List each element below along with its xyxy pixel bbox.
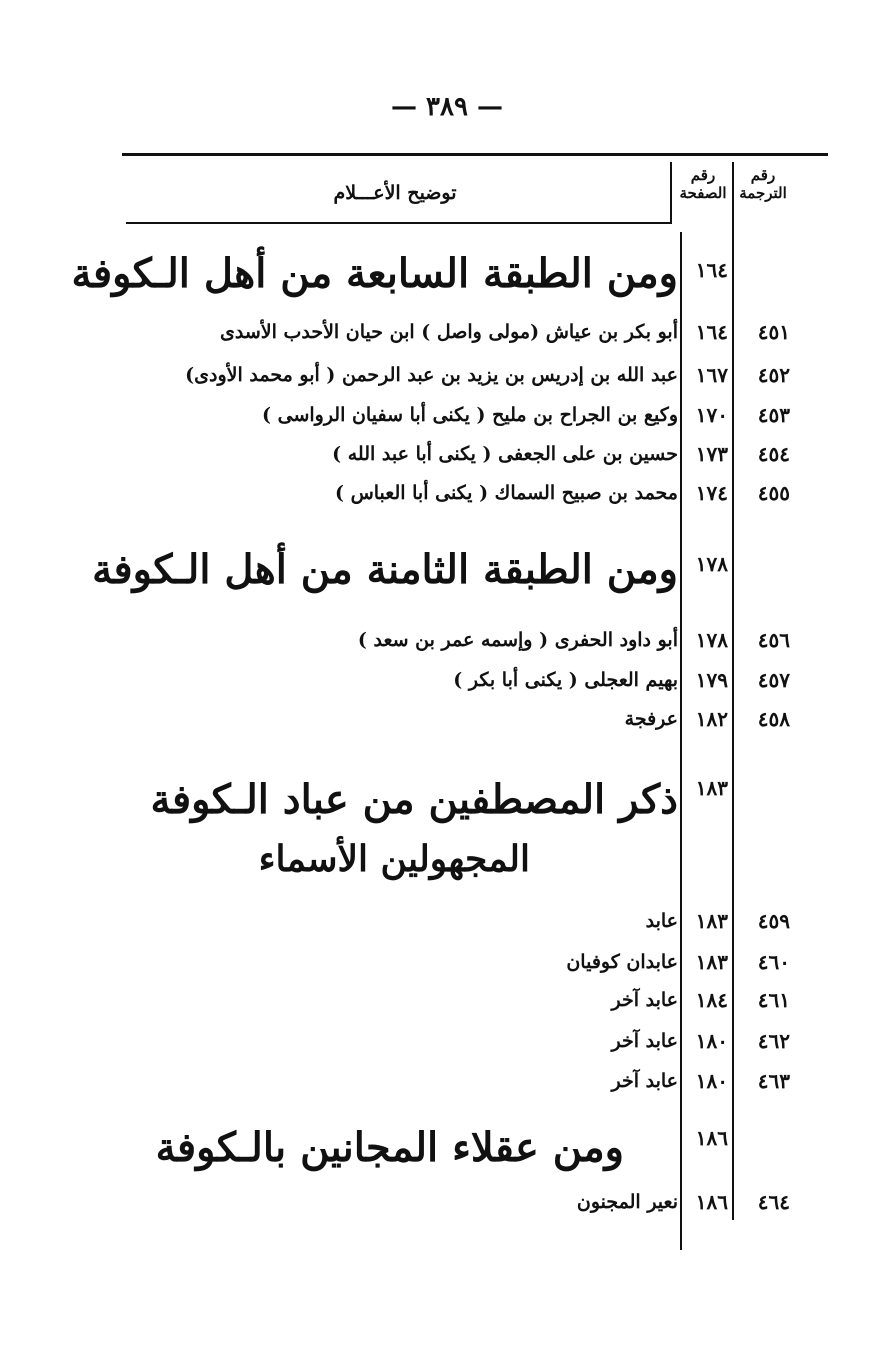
section-subtitle: المجهولين الأسماء (258, 838, 530, 880)
header-rule (126, 222, 672, 224)
entry-number: ٤٥٩ (757, 909, 790, 933)
entry-page: ١٧٩ (695, 668, 728, 692)
header-translation-column (734, 166, 792, 202)
entry-number: ٤٦١ (757, 988, 790, 1012)
header-title: توضيح الأعـــلام (333, 182, 457, 204)
entry-name: وكيع بن الجراح بن مليح ( يكنى أبا سفيان الرواسى ) (262, 404, 678, 426)
header-page-label-2: الصفحة (679, 184, 727, 202)
section-title: ومن عقلاء المجانين بالـكوفة (155, 1124, 624, 1171)
header-translation-label-1: رقم (750, 166, 776, 184)
entry-name: بهيم العجلى ( يكنى أبا بكر ) (453, 669, 678, 691)
entry-name: حسين بن على الجعفى ( يكنى أبا عبد الله ) (332, 443, 678, 465)
entry-number: ٤٦٢ (757, 1029, 790, 1053)
column-divider-translation (732, 162, 734, 1220)
entry-number: ٤٥٦ (757, 628, 790, 652)
section-page: ١٧٨ (695, 552, 728, 576)
entry-page: ١٨٣ (695, 909, 728, 933)
entry-name: محمد بن صبيح السماك ( يكنى أبا العباس ) (334, 482, 678, 504)
entry-number: ٤٦٤ (757, 1190, 790, 1214)
entry-name: عابدان كوفيان (566, 951, 678, 973)
entry-number: ٤٦٠ (757, 950, 790, 974)
entry-name: أبو بكر بن عياش (مولى واصل ) ابن حيان الأحدب الأسدى (219, 321, 678, 343)
section-title: ومن الطبقة الثامنة من أهل الـكوفة (92, 546, 678, 593)
entry-name: عابد آخر (611, 1070, 678, 1092)
header-page-label-1: رقم (690, 166, 716, 184)
entry-page: ١٨٢ (695, 707, 728, 731)
entry-page: ١٨٠ (695, 1029, 728, 1053)
entry-name: نعير المجنون (576, 1191, 678, 1213)
section-title: ومن الطبقة السابعة من أهل الـكوفة (71, 250, 678, 297)
entry-number: ٤٥٥ (757, 481, 790, 505)
entry-page: ١٦٤ (695, 320, 728, 344)
entry-number: ٤٥٨ (757, 707, 790, 731)
page-number: — ٣٨٩ — (390, 92, 504, 122)
header-translation-label-2: الترجمة (739, 184, 787, 202)
header-page-column (674, 166, 732, 202)
entry-page: ١٨٣ (695, 950, 728, 974)
column-divider-page (670, 162, 672, 224)
entry-number: ٤٦٣ (757, 1069, 790, 1093)
entry-page: ١٧٤ (695, 481, 728, 505)
entry-name: عابد آخر (611, 989, 678, 1011)
section-title: ذكر المصطفين من عباد الـكوفة (150, 776, 678, 823)
entry-page: ١٨٤ (695, 988, 728, 1012)
entry-name: عابد آخر (611, 1030, 678, 1052)
entry-number: ٤٥١ (757, 320, 790, 344)
section-page: ١٨٦ (695, 1126, 728, 1150)
entry-number: ٤٥٢ (757, 363, 790, 387)
section-page: ١٦٤ (695, 258, 728, 282)
entry-name: أبو داود الحفرى ( وإسمه عمر بن سعد ) (357, 629, 678, 651)
entry-page: ١٨٦ (695, 1190, 728, 1214)
entry-number: ٤٥٧ (757, 668, 790, 692)
entry-number: ٤٥٣ (757, 403, 790, 427)
entry-name: عابد (645, 910, 678, 932)
entry-name: عبد الله بن إدريس بن يزيد بن عبد الرحمن ( أبو محمد الأودى) (185, 364, 678, 386)
entry-page: ١٦٧ (695, 363, 728, 387)
top-rule (122, 153, 828, 156)
entry-page: ١٨٠ (695, 1069, 728, 1093)
entry-number: ٤٥٤ (757, 442, 790, 466)
entry-page: ١٧٠ (695, 403, 728, 427)
entry-name: عرفجة (624, 708, 678, 730)
section-page: ١٨٣ (695, 776, 728, 800)
entry-page: ١٧٣ (695, 442, 728, 466)
entry-page: ١٧٨ (695, 628, 728, 652)
